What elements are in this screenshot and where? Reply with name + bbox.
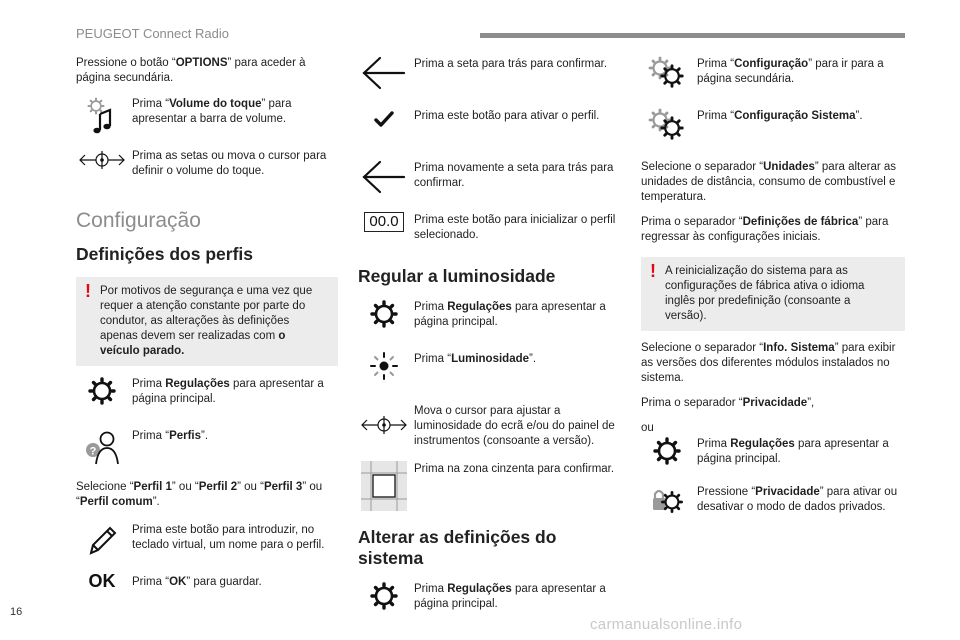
- brightness-text: Prima “Luminosidade”.: [414, 353, 537, 365]
- ok-icon: OK: [88, 571, 116, 591]
- profiles-row: [76, 428, 338, 468]
- double-gear-icon: [641, 108, 693, 148]
- back-arrow-icon: [358, 160, 410, 200]
- slider-cursor-icon: [76, 148, 128, 188]
- check-icon: [358, 108, 410, 148]
- system-config-row: [641, 108, 905, 148]
- settings-row-3: [358, 581, 620, 621]
- back-text-2: Prima novamente a seta para trás para confirmar.: [414, 162, 614, 189]
- header-bar: [480, 33, 905, 38]
- system-subtitle: Alterar as definições do sistema: [358, 527, 557, 568]
- warning-icon: !: [85, 281, 91, 301]
- settings-text: Prima Regulações para apresentar a página principal.: [132, 378, 324, 405]
- brightness-row: [358, 351, 620, 391]
- profiles-text: Prima “Perfis”.: [132, 430, 209, 442]
- reset-text: Prima este botão para inicializar o perfil selecionado.: [414, 214, 616, 241]
- rename-row: [76, 522, 338, 562]
- gear-icon: [358, 299, 410, 339]
- volume-slider-row: [76, 148, 338, 188]
- reset-warning: ! A reinicialização do sistema para as configurações de fábrica ativa o idioma inglês por predefinição (consoante a versão).: [641, 257, 905, 331]
- gear-icon: [358, 581, 410, 621]
- grey-zone-icon: [358, 461, 410, 513]
- volume-row: [76, 96, 338, 136]
- units-text: Selecione o separador “Unidades” para alterar as unidades de distância, consumo de combustível e temperatura.: [641, 161, 897, 203]
- svg-text:?: ?: [89, 445, 97, 458]
- slider-cursor-icon: [358, 403, 410, 443]
- header-title: PEUGEOT Connect Radio: [76, 26, 229, 41]
- brightness-icon: [358, 351, 410, 391]
- privacy-row: [641, 484, 905, 524]
- gear-icon: [76, 376, 128, 416]
- double-gear-icon: [641, 56, 693, 96]
- settings-text-3: Prima Regulações para apresentar a página principal.: [414, 583, 606, 610]
- brightness-slider-text: Mova o cursor para ajustar a luminosidade do ecrã e/ou do painel de instrumentos (consoante a versão).: [414, 405, 615, 447]
- settings-text-4: Prima Regulações para apresentar a página principal.: [697, 438, 889, 465]
- settings-row-2: [358, 299, 620, 339]
- pencil-icon: [76, 522, 128, 562]
- reset-counter-icon: 00.0: [358, 212, 410, 252]
- settings-row-4: [641, 436, 905, 476]
- or-text: ou: [641, 422, 654, 434]
- column-1: [76, 56, 338, 626]
- safety-warning: ! Por motivos de segurança e uma vez que requer a atenção constante por parte do condutor, as alterações às definições apenas devem ser realizadas com o veículo parado.: [76, 277, 338, 366]
- column-3: [641, 56, 905, 536]
- rename-text: Prima este botão para introduzir, no teclado virtual, um nome para o perfil.: [132, 524, 325, 551]
- warning-icon: !: [650, 261, 656, 281]
- arrows-text: Prima as setas ou mova o cursor para definir o volume do toque.: [132, 150, 327, 177]
- grey-zone-text: Prima na zona cinzenta para confirmar.: [414, 463, 615, 475]
- select-profile-text: Selecione “Perfil 1” ou “Perfil 2” ou “Perfil 3” ou “Perfil comum”.: [76, 481, 323, 508]
- brightness-subtitle: Regular a luminosidade: [358, 266, 556, 286]
- ok-row: [76, 571, 338, 614]
- settings-text-2: Prima Regulações para apresentar a página principal.: [414, 301, 606, 328]
- back-arrow-icon: [358, 56, 410, 96]
- brightness-slider-row: [358, 403, 620, 449]
- gear-icon: [641, 436, 693, 476]
- profile-question-icon: [76, 428, 128, 468]
- page-number: 16: [10, 606, 23, 618]
- back-row-1: [358, 56, 620, 96]
- privacy-tab-text: Prima o separador “Privacidade”,: [641, 397, 815, 409]
- ok-text: Prima “OK” para guardar.: [132, 576, 262, 588]
- factory-text: Prima o separador “Definições de fábrica” para regressar às configurações iniciais.: [641, 216, 889, 243]
- back-text-1: Prima a seta para trás para confirmar.: [414, 58, 608, 70]
- system-config-text: Prima “Configuração Sistema”.: [697, 110, 863, 122]
- privacy-text: Pressione “Privacidade” para ativar ou desativar o modo de dados privados.: [697, 486, 898, 513]
- system-info-text: Selecione o separador “Info. Sistema” para exibir as versões dos diferentes módulos instalados no sistema.: [641, 342, 896, 384]
- column-2: [358, 56, 620, 633]
- configuration-text: Prima “Configuração” para ir para a página secundária.: [697, 58, 884, 85]
- back-row-2: [358, 160, 620, 200]
- section-title: Configuração: [76, 209, 201, 232]
- grey-zone-row: [358, 461, 620, 513]
- volume-text: Prima “Volume do toque” para apresentar a barra de volume.: [132, 98, 292, 125]
- check-row: [358, 108, 620, 148]
- profiles-subtitle: Definições dos perfis: [76, 244, 253, 264]
- options-instruction: Pressione o botão “OPTIONS” para aceder à página secundária.: [76, 57, 306, 84]
- reset-row: [358, 212, 620, 252]
- configuration-row: [641, 56, 905, 96]
- settings-row: [76, 376, 338, 416]
- check-text: Prima este botão para ativar o perfil.: [414, 110, 600, 122]
- watermark: carmanualsonline.info: [590, 616, 743, 633]
- lock-gear-icon: [641, 484, 693, 524]
- music-gear-icon: [76, 96, 128, 136]
